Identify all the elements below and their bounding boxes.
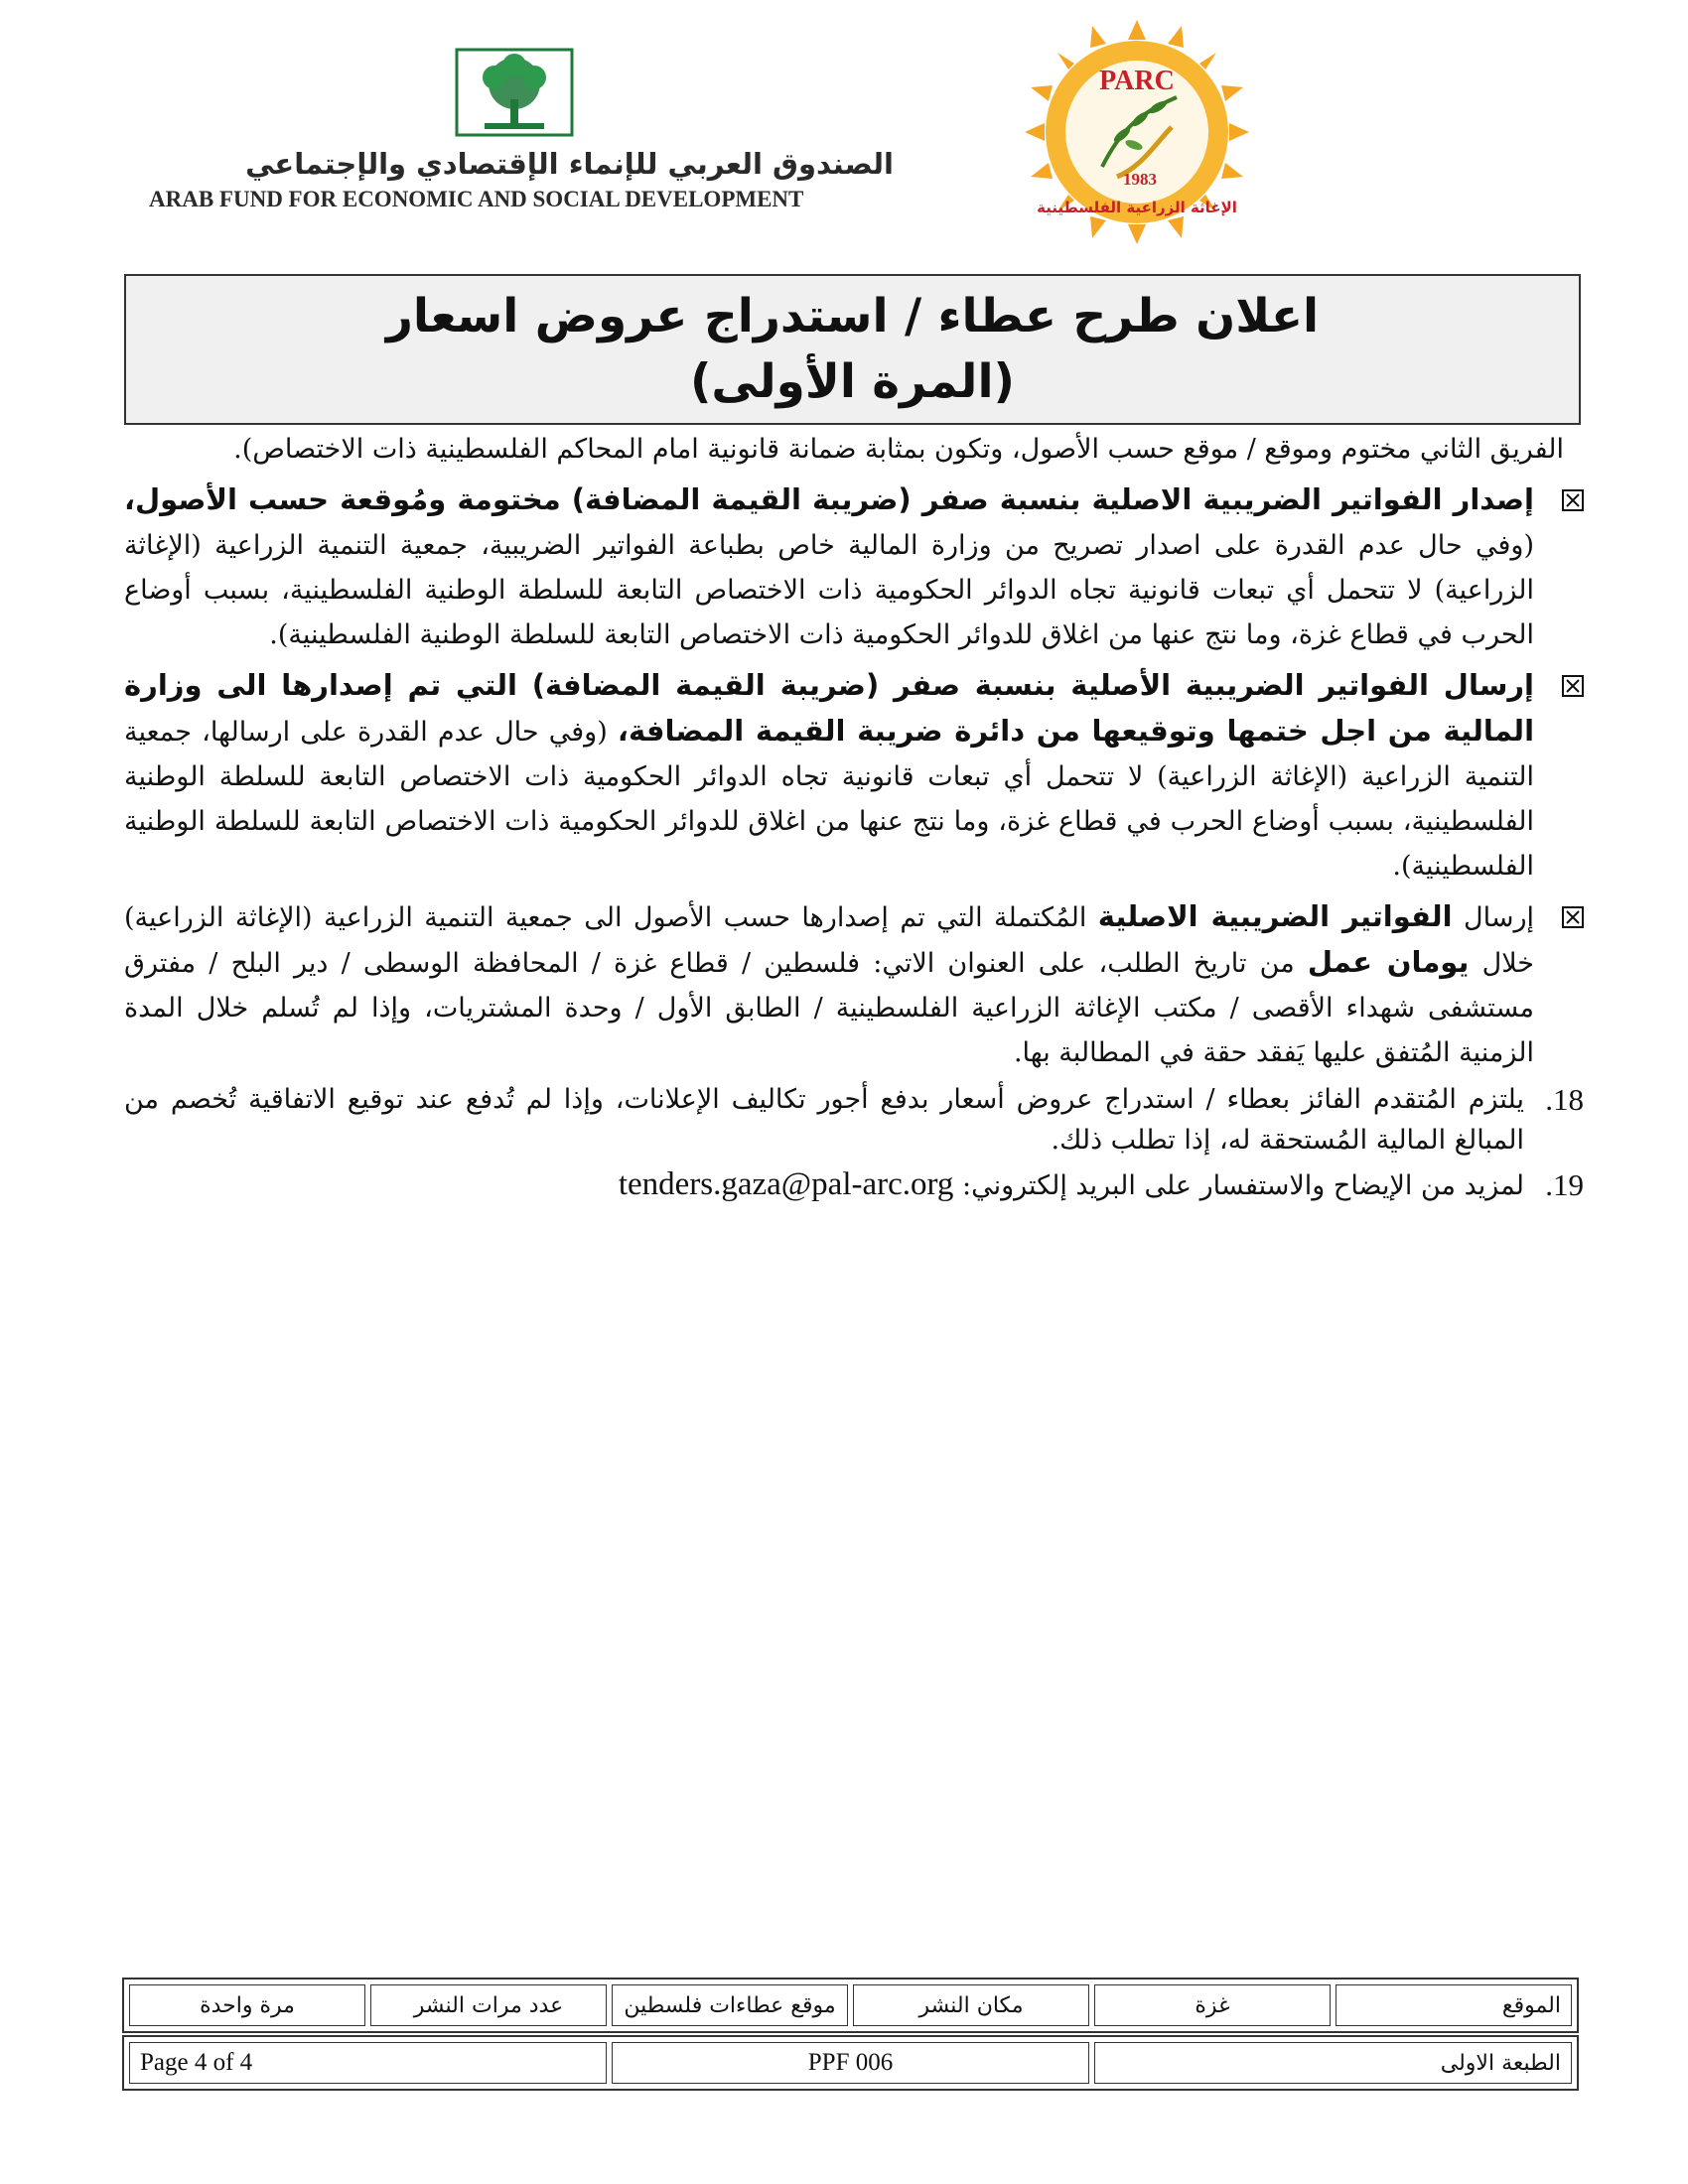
- arab-fund-logo: [139, 48, 894, 216]
- table-cell-label: مكان النشر: [853, 1984, 1089, 2026]
- table-cell: غزة: [1094, 1984, 1331, 2026]
- arab-fund-name-en: ARAB FUND FOR ECONOMIC AND SOCIAL DEVELOPMENT: [149, 187, 804, 211]
- checkbox-x-icon: [1562, 906, 1584, 928]
- list-item-mid: المُكتملة التي تم إصدارها حسب الأصول الى جمعية التنمية الزراعية (الإغاثة الزراعية) خلال: [124, 902, 1534, 979]
- list-item-body: (وفي حال عدم القدرة على اصدار تصريح من وزارة المالية خاص بطباعة الفواتير الضريبية، جمعية التنمية الزراعية (الإغاثة الزراعية) لا تتحمل أي تبعات قانونية تجاه الدوائر الحكومية ذات الاختصاص التابعة للسلطة الوطنية الفلسطينية، بسبب أوضاع الحرب في قطاع غزة، وما نتج عنها من اغلاق للدوائر الحكومية ذات الاختصاص التابعة للسلطة الوطنية الفلسطينية).: [124, 530, 1534, 650]
- list-item: [124, 894, 1584, 1075]
- page-subtitle: (المرة الأولى): [689, 354, 1016, 409]
- page-number-cell: Page 4 of 4: [129, 2042, 607, 2084]
- publication-info-table: [122, 1978, 1579, 2033]
- title-box: [124, 274, 1581, 425]
- parc-logo-letters: PARC: [1099, 66, 1175, 96]
- document-body: [124, 427, 1584, 1206]
- table-cell-label: الموقع: [1336, 1984, 1572, 2026]
- checkbox-x-icon: [1562, 675, 1584, 697]
- table-cell-label: عدد مرات النشر: [370, 1984, 607, 2026]
- list-item-body: (وفي حال عدم القدرة على ارسالها، جمعية التنمية الزراعية (الإغاثة الزراعية) لا تتحمل أي تبعات قانونية تجاه الدوائر الحكومية ذات الاختصاص التابعة للسلطة الوطنية الفلسطينية، بسبب أوضاع الحرب في قطاع غزة، وما نتج عنها من اغلاق للدوائر الحكومية ذات الاختصاص التابعة للسلطة الوطنية الفلسطينية).: [124, 717, 1534, 882]
- list-item-pre: إرسال: [1452, 902, 1535, 933]
- tree-emblem-icon: [455, 48, 574, 137]
- numbered-item-18: [124, 1079, 1584, 1160]
- numbered-item-19: [124, 1164, 1584, 1206]
- page-title: اعلان طرح عطاء / استدراج عروض اسعار: [385, 289, 1320, 343]
- list-item-bold-2: يومان عمل: [1307, 945, 1470, 979]
- list-item-text: [124, 478, 1534, 657]
- list-item-bold: الفواتير الضريبية الاصلية: [1097, 899, 1453, 933]
- parc-logo-year: 1983: [1123, 170, 1157, 189]
- table-cell: موقع عطاءات فلسطين: [612, 1984, 848, 2026]
- arab-fund-name-ar: الصندوق العربي للإنماء الإقتصادي والإجتماعي: [245, 147, 894, 181]
- list-item-bold: إرسال الفواتير الضريبية الأصلية بنسبة صفر (ضريبة القيمة المضافة) التي تم إصدارها الى وزارة المالية من اجل ختمها وتوقيعها من دائرة ضريبة القيمة المضافة،: [124, 668, 1535, 748]
- list-item-text: [124, 663, 1534, 888]
- table-row: [129, 2042, 1572, 2084]
- item-number: .18: [1545, 1082, 1584, 1117]
- table-cell: مرة واحدة: [129, 1984, 365, 2026]
- list-item-body: من تاريخ الطلب، على العنوان الاتي: فلسطين / قطاع غزة / المحافظة الوسطى / دير البلح / مفترق مستشفى شهداء الأقصى / مكتب الإغاثة الزراعية الفلسطينية / الطابق الأول / وحدة المشتريات، وإذا لم تُسلم خلال المدة الزمنية المُتفق عليها يَفقد حقة في المطالبة بها.: [124, 948, 1534, 1068]
- parc-logo-arabic: الإغاثة الزراعية الفلسطينية: [1037, 199, 1237, 216]
- item-number: .19: [1545, 1167, 1584, 1202]
- list-item: [124, 478, 1584, 657]
- document-footer-table: [122, 2035, 1579, 2091]
- list-item-text: [124, 894, 1534, 1075]
- table-row: [129, 1984, 1572, 2026]
- numbered-item-text: يلتزم المُتقدم الفائز بعطاء / استدراج عروض أسعار بدفع أجور تكاليف الإعلانات، وإذا لم تُدفع عند توقيع الاتفاقية تُخصم من المبالغ المالية المُستحقة له، إذا تطلب ذلك.: [124, 1084, 1524, 1156]
- checkbox-x-icon: [1562, 489, 1584, 511]
- form-code-cell: PPF 006: [612, 2042, 1089, 2084]
- numbered-item-text: لمزيد من الإيضاح والاستفسار على البريد إلكتروني:: [953, 1170, 1524, 1201]
- parc-logo-icon: [1023, 18, 1251, 246]
- list-item-bold: إصدار الفواتير الضريبية الاصلية بنسبة صفر (ضريبة القيمة المضافة) مختومة ومُوقعة حسب الأصول،: [124, 482, 1534, 516]
- edition-cell: الطبعة الاولى: [1094, 2042, 1572, 2084]
- continuation-paragraph: الفريق الثاني مختوم وموقع / موقع حسب الأصول، وتكون بمثابة ضمانة قانونية امام المحاكم الفلسطينية ذات الاختصاص).: [233, 434, 1564, 465]
- list-item: [124, 663, 1584, 888]
- contact-email-link[interactable]: tenders.gaza@pal-arc.org: [618, 1166, 954, 1202]
